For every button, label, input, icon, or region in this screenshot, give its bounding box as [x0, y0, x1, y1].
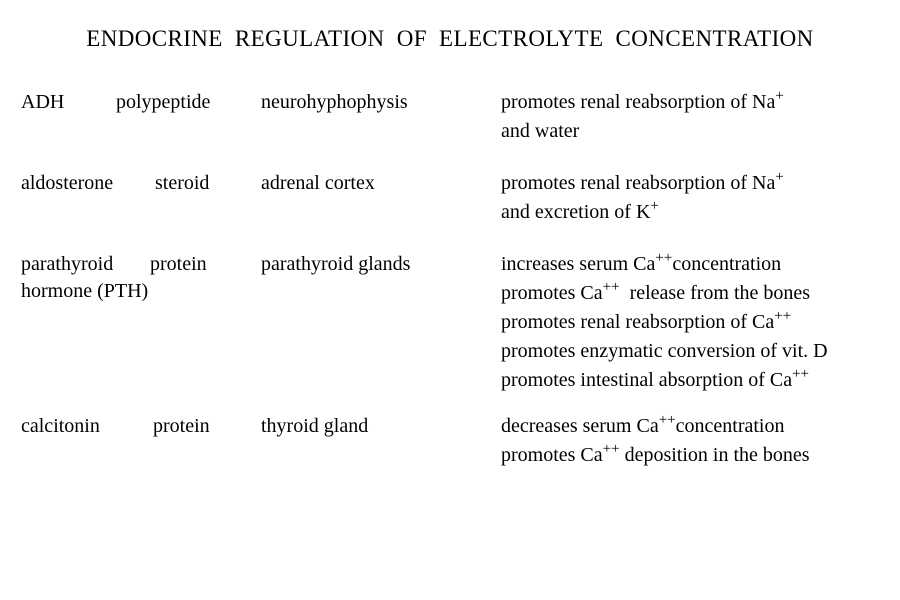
hormone-effects — [501, 170, 784, 228]
effect-line — [501, 199, 784, 228]
effect-line — [501, 367, 828, 396]
effect-text: promotes renal reabsorption of Na — [501, 91, 776, 113]
effect-sup: + — [650, 198, 659, 214]
effect-sup: ++ — [602, 441, 620, 457]
hormone-name — [21, 89, 64, 116]
effect-line — [501, 118, 784, 147]
effect-sup: + — [775, 169, 784, 185]
effect-tail: concentration — [672, 253, 782, 275]
hormone-name-line: hormone (PTH) — [21, 280, 149, 302]
effect-tail: release from the bones — [619, 282, 811, 304]
effect-sup: ++ — [655, 250, 673, 266]
hormone-type: polypeptide — [116, 91, 211, 113]
effect-line — [501, 309, 828, 338]
hormone-type: steroid — [155, 172, 210, 194]
effect-line — [501, 280, 828, 309]
effect-text: promotes renal reabsorption of Na — [501, 172, 776, 194]
effect-tail: deposition in the bones — [619, 444, 810, 466]
effect-line — [501, 442, 810, 471]
effect-sup: ++ — [792, 366, 809, 382]
effect-text: promotes intestinal absorption of Ca — [501, 369, 793, 391]
hormone-source: adrenal cortex — [261, 172, 375, 194]
hormone-type: protein — [153, 415, 210, 437]
hormone-name — [21, 170, 113, 197]
effect-text: and water — [501, 120, 580, 142]
effect-sup: ++ — [602, 279, 620, 295]
effect-text: promotes enzymatic conversion of vit. D — [501, 340, 828, 362]
effect-line — [501, 170, 784, 199]
effect-text: promotes Ca — [501, 282, 603, 304]
hormone-source: neurohyphophysis — [261, 91, 408, 113]
hormone-type: protein — [150, 253, 207, 275]
hormone-effects — [501, 251, 828, 396]
effect-tail: concentration — [675, 415, 785, 437]
hormone-name — [21, 413, 100, 440]
hormone-name-line: aldosterone — [21, 172, 114, 194]
effect-line — [501, 413, 810, 442]
hormone-effects — [501, 413, 810, 471]
hormone-source: parathyroid glands — [261, 253, 411, 275]
hormone-name-line: ADH — [21, 91, 65, 113]
hormone-effects — [501, 89, 784, 147]
effect-sup: ++ — [774, 308, 792, 324]
effect-line — [501, 251, 828, 280]
effect-line — [501, 89, 784, 118]
effect-text: promotes renal reabsorption of Ca — [501, 311, 775, 333]
effect-text: decreases serum Ca — [501, 415, 659, 437]
effect-text: promotes Ca — [501, 444, 603, 466]
effect-line — [501, 338, 828, 367]
hormone-name — [21, 251, 148, 305]
hormone-name-line: calcitonin — [21, 415, 100, 437]
hormone-source: thyroid gland — [261, 415, 369, 437]
effect-sup: + — [775, 88, 784, 104]
effect-text: and excretion of K — [501, 201, 651, 223]
effect-text: increases serum Ca — [501, 253, 656, 275]
hormone-name-line: parathyroid — [21, 253, 114, 275]
page-title: ENDOCRINE REGULATION OF ELECTROLYTE CONCENTRATION — [86, 26, 814, 51]
effect-sup: ++ — [658, 412, 676, 428]
